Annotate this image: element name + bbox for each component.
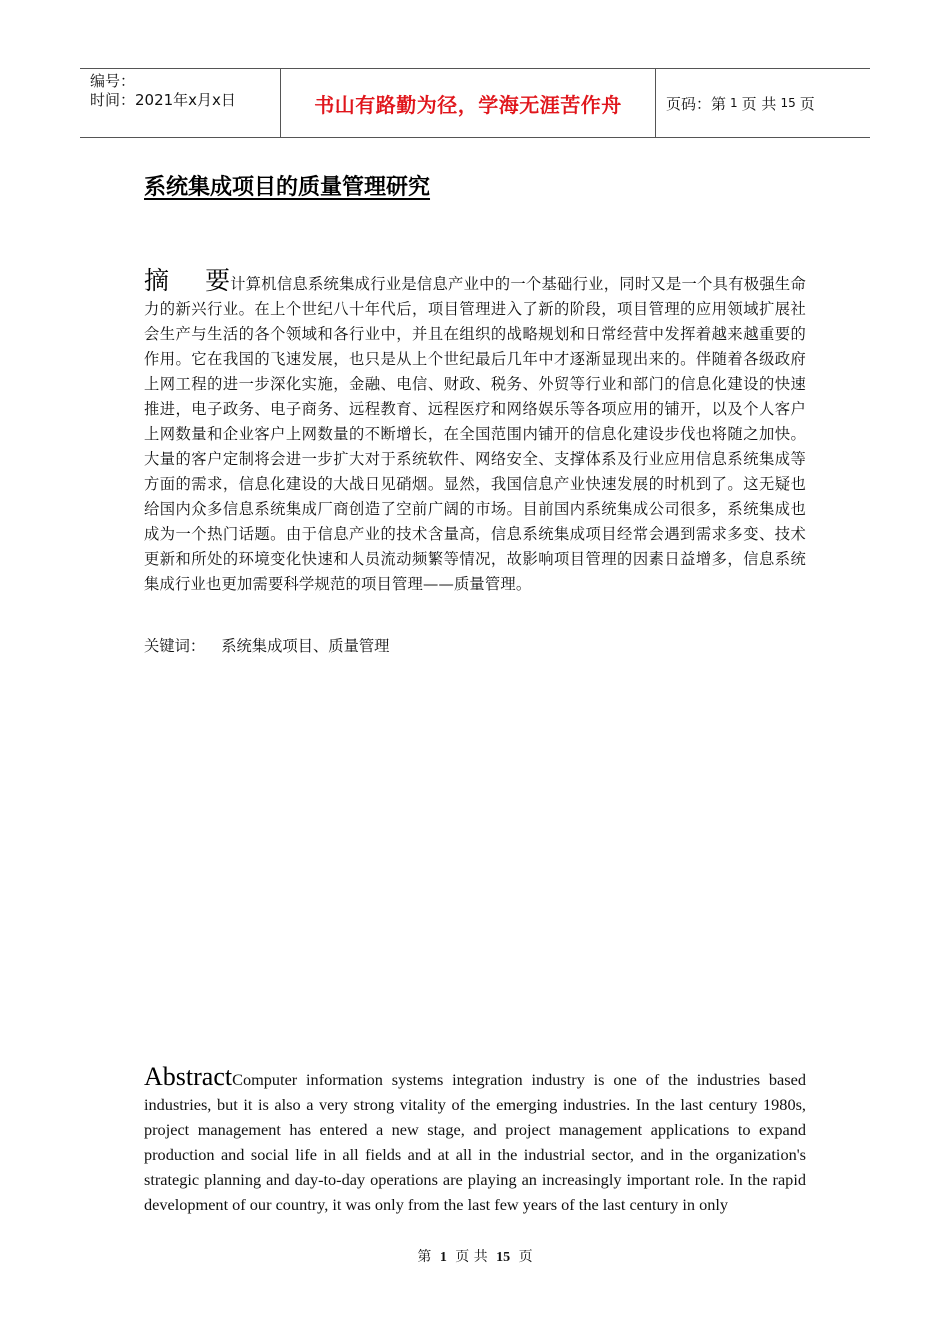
header-motto: 书山有路勤为径，学海无涯苦作舟 <box>280 69 656 137</box>
footer-page-current: 1 <box>439 1250 447 1265</box>
keywords-value: 系统集成项目、质量管理 <box>221 637 390 655</box>
footer-prefix: 第 <box>417 1249 432 1265</box>
header-meta <box>80 69 280 137</box>
english-abstract <box>144 1064 806 1217</box>
document-header <box>80 68 870 138</box>
header-page-suffix: 页 <box>799 94 815 113</box>
header-page-mid: 页 共 <box>741 94 777 113</box>
document-number-label: 编号： <box>90 72 136 90</box>
keywords-line <box>144 634 389 656</box>
page-footer <box>0 1246 950 1266</box>
english-abstract-label: Abstract <box>144 1062 233 1091</box>
english-abstract-text: Computer information systems integration industry is one of the industries based industries, but it is also a very strong vitality of the emerging industries. In the last century 1980s, project management has entered a new stage, and project management applications to expand production and social life in all fields and at all in the industrial sector, and in the organization's strategic planning and day-to-day operations are playing an increasingly important role. In the rapid development of our country, it was only from the last few years of the last century in only <box>144 1070 806 1214</box>
chinese-abstract <box>144 268 806 597</box>
header-page-prefix: 页码：第 <box>666 94 727 113</box>
keywords-label: 关键词： <box>144 637 206 655</box>
page-title: 系统集成项目的质量管理研究 <box>144 175 431 200</box>
footer-mid: 页 共 <box>455 1249 488 1265</box>
chinese-abstract-label: 摘要 <box>144 266 267 295</box>
document-date: 时间：2021年x月x日 <box>90 91 236 109</box>
footer-suffix: 页 <box>518 1249 533 1265</box>
header-page-current: 1 <box>730 96 738 110</box>
header-page-number <box>656 69 870 137</box>
footer-page-total: 15 <box>496 1250 511 1265</box>
chinese-abstract-text: 计算机信息系统集成行业是信息产业中的一个基础行业，同时又是一个具有极强生命力的新兴行业。在上个世纪八十年代后，项目管理进入了新的阶段，项目管理的应用领域扩展社会生产与生活的各个领域和各行业中，并且在组织的战略规划和日常经营中发挥着越来越重要的作用。它在我国的飞速发展，也只是从上个世纪最后几年中才逐渐显现出来的。伴随着各级政府上网工程的进一步深化实施，金融、电信、财政、税务、外贸等行业和部门的信息化建设的快速推进，电子政务、电子商务、远程教育、远程医疗和网络娱乐等各项应用的铺开，以及个人客户上网数量和企业客户上网数量的不断增长，在全国范围内铺开的信息化建设步伐也将随之加快。大量的客户定制将会进一步扩大对于系统软件、网络安全、支撑体系及行业应用信息系统集成等方面的需求，信息化建设的大战日见硝烟。显然，我国信息产业快速发展的时机到了。这无疑也给国内众多信息系统集成厂商创造了空前广阔的市场。目前国内系统集成公司很多，系统集成也成为一个热门话题。由于信息产业的技术含量高，信息系统集成项目经常会遇到需求多变、技术更新和所处的环境变化快速和人员流动频繁等情况，故影响项目管理的因素日益增多，信息系统集成行业也更加需要科学规范的项目管理——质量管理。 <box>144 275 806 593</box>
header-page-total: 15 <box>780 96 796 110</box>
